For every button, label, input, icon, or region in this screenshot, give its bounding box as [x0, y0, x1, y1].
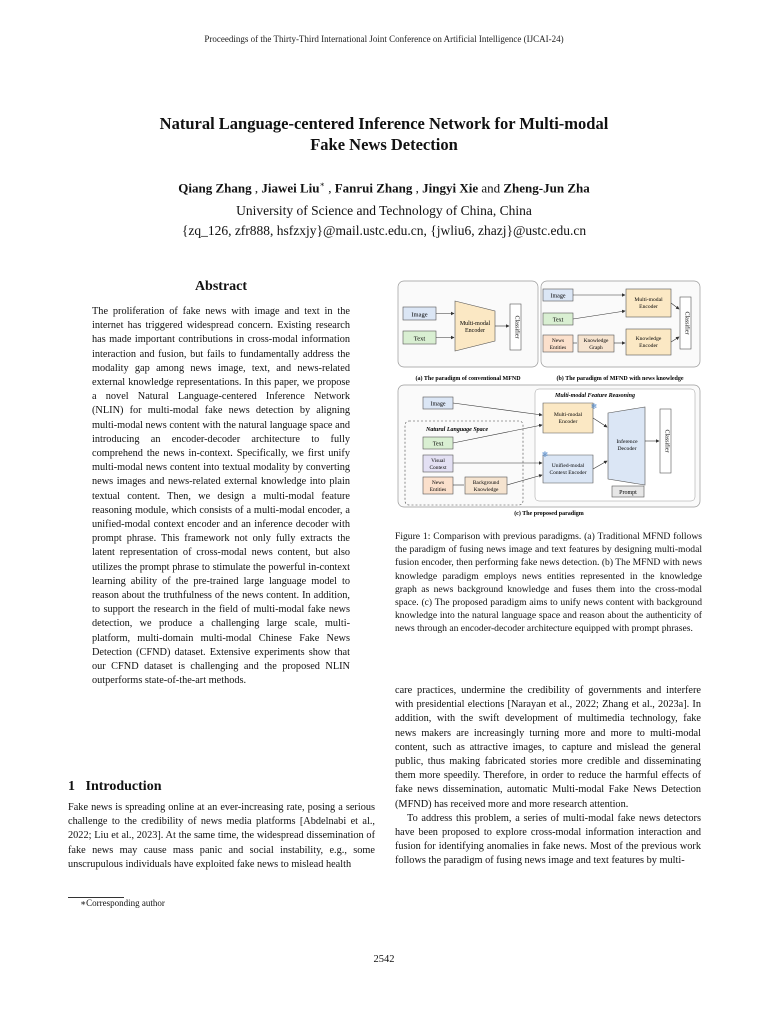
- author-emails: {zq_126, zfr888, hsfzxjy}@mail.ustc.edu.cn, {jwliu6, zhazj}@ustc.edu.cn: [181, 223, 587, 238]
- svg-text:News: News: [551, 338, 565, 344]
- svg-text:Encoder: Encoder: [558, 419, 578, 425]
- title-line-2: Fake News Detection: [310, 135, 458, 154]
- svg-text:Visual: Visual: [431, 458, 445, 464]
- panel-b-classifier-label: Classifier: [683, 311, 690, 335]
- page-number: 2542: [373, 954, 395, 965]
- title-line-1: Natural Language-centered Inference Network for Multi-modal: [159, 114, 609, 133]
- panel-b-caption: (b) The paradigm of MFND with news knowledge: [556, 376, 684, 382]
- author-2: Jiawei Liu: [261, 180, 320, 196]
- author-and: and: [481, 180, 501, 196]
- frozen-snowflake-icon: ❄: [541, 450, 549, 459]
- footnote: ∗Corresponding author: [80, 898, 165, 908]
- svg-text:Knowledge: Knowledge: [583, 338, 609, 344]
- svg-text:Background: Background: [472, 480, 500, 486]
- abstract-heading: Abstract: [194, 279, 248, 294]
- author-4: Jingyi Xie: [422, 180, 479, 196]
- panel-c-mfr-label: Multi-modal Feature Reasoning: [554, 393, 636, 399]
- panel-c-caption: (c) The proposed paradigm: [514, 511, 584, 517]
- panel-c-nls-label: Natural Language Space: [425, 427, 489, 433]
- panel-a-encoder-label-1: Multi-modal: [459, 321, 491, 327]
- panel-a-classifier-label: Classifier: [513, 315, 520, 339]
- svg-text:Entities: Entities: [549, 345, 567, 351]
- panel-a-image-label: Image: [411, 311, 428, 319]
- svg-text:News: News: [431, 480, 445, 486]
- author-3: Fanrui Zhang: [334, 180, 413, 196]
- affiliation: University of Science and Technology of China, China: [236, 203, 532, 218]
- panel-b-image-label: Image: [550, 293, 566, 300]
- svg-text:Knowledge: Knowledge: [473, 487, 499, 493]
- right-column-text: [395, 684, 701, 869]
- paragraph: To address this problem, a series of multi-modal fake news detectors have been proposed to explore cross-modal information interaction and fusion for identifying anomalies in fake news. Most of the previous work follows the paradigm of fusing news image and text features by multi-: [395, 812, 701, 867]
- author-1: Qiang Zhang: [178, 180, 252, 196]
- svg-text:Multi-modal: Multi-modal: [634, 297, 663, 303]
- panel-a-encoder-label-2: Encoder: [465, 328, 485, 334]
- svg-text:Context Encoder: Context Encoder: [549, 470, 587, 476]
- frozen-snowflake-icon: ❄: [590, 402, 598, 411]
- panel-c-classifier-label: Classifier: [663, 429, 670, 453]
- section-heading-introduction: 1 Introduction: [68, 779, 162, 794]
- introduction-text: Fake news is spreading online at an ever-increasing rate, posing a serious challenge to the credibility of news media platforms [Abdelnabi et al., 2022; Liu et al., 2023]. At the same time, the widespread dissemination of fake news may cause mass panic and social instability, e.g., some unscrupulous individuals have exploited fake news to mislead health: [68, 802, 375, 870]
- svg-text:Knowledge: Knowledge: [635, 336, 662, 342]
- running-header: Proceedings of the Thirty-Third International Joint Conference on Artificial Intelligence (IJCAI-24): [204, 34, 564, 44]
- svg-text:Decoder: Decoder: [617, 446, 637, 452]
- figure-1-caption: Figure 1: Comparison with previous paradigms. (a) Traditional MFND follows the paradigm of fusing news image and text features by designing multi-modal fusion encoder, then performing fake news detection. (b) The MFND with news knowledge paradigm employs news entities represented in the knowledge graph as news background knowledge and fuses them into the cross-modal space. (c) The proposed paradigm aims to unify news content with background knowledge into the natural language space and reason about the authenticity of news through an encoder-decoder architecture equipped with prompt phrases.: [395, 531, 702, 635]
- svg-text:Graph: Graph: [589, 345, 603, 351]
- svg-text:Encoder: Encoder: [639, 343, 658, 349]
- svg-text:Inference: Inference: [616, 439, 638, 445]
- panel-a-text-label: Text: [413, 335, 426, 343]
- paper-title: [80, 113, 688, 155]
- panel-c-text-label: Text: [432, 441, 444, 448]
- svg-text:Multi-modal: Multi-modal: [553, 412, 583, 418]
- abstract-text: The proliferation of fake news with image and text in the internet has triggered widespread concern. Existing research has made important contributions in cross-modal information interaction and fusion, but fails to fundamentally address the modality gap among news image, text, and news-related external knowledge representations. In this paper, we propose a novel Natural Language-centered Inference Network (NLIN) for multi-modal fake news detection by aligning multi-modal news content with the natural language space and introducing an encoder-decoder architecture to fully comprehend the news in-context. Specifically, we first unify multi-modal news content into textual modality by converting news images and news-related external knowledge into plain textual content. Then, we design a multi-modal feature reasoning module, which consists of a multi-modal encoder, a unified-modal context encoder and an inference decoder with prompt phrase. This framework not only fully extracts the latent representation of cross-modal news content, but also utilizes the prompt phrase to stimulate the powerful in-context learning ability of the pre-trained large language model to reason about the truthfulness of the news content. In addition, to support the research in the field of multi-modal fake news detection, we produce a challenging large scale, multi-platform, multi-domain multi-modal Chinese Fake News Detection (CFND) dataset. Extensive experiments show that our CFND dataset is challenging and the proposed NLIN outperforms state-of-the-art methods.: [92, 306, 350, 687]
- svg-text:Unified-modal: Unified-modal: [551, 463, 585, 469]
- panel-c-image-label: Image: [430, 401, 446, 408]
- panel-b-text-label: Text: [552, 317, 564, 324]
- svg-text:Context: Context: [429, 465, 447, 471]
- author-list: Qiang Zhang , Jiawei Liu∗ , Fanrui Zhang , Jingyi Xie and Zheng-Jun Zha: [178, 180, 590, 196]
- panel-a-caption: (a) The paradigm of conventional MFND: [415, 376, 521, 382]
- svg-text:Entities: Entities: [429, 487, 447, 493]
- panel-c-prompt-label: Prompt: [619, 490, 637, 496]
- author-5: Zheng-Jun Zha: [503, 180, 590, 196]
- paragraph: care practices, undermine the credibility of governments and interfere with presidential elections [Narayan et al., 2022; Zhang et al., 2023a]. In addition, with the swift development of multimedia technology, fake news makers are increasingly turning more and more to multi-modal content, such as attractive images, to capture and mislead the general public, thus making fabricated stories more credible and disseminating them more speedily. Therefore, in order to reduce the harmful effects of fake news dissemination, automatic Multi-modal Fake News Detection (MFND) has received more and more research attention.: [395, 685, 701, 810]
- corresponding-mark: ∗: [319, 180, 325, 189]
- figure-1-diagram: [395, 279, 702, 519]
- svg-text:Encoder: Encoder: [639, 304, 658, 310]
